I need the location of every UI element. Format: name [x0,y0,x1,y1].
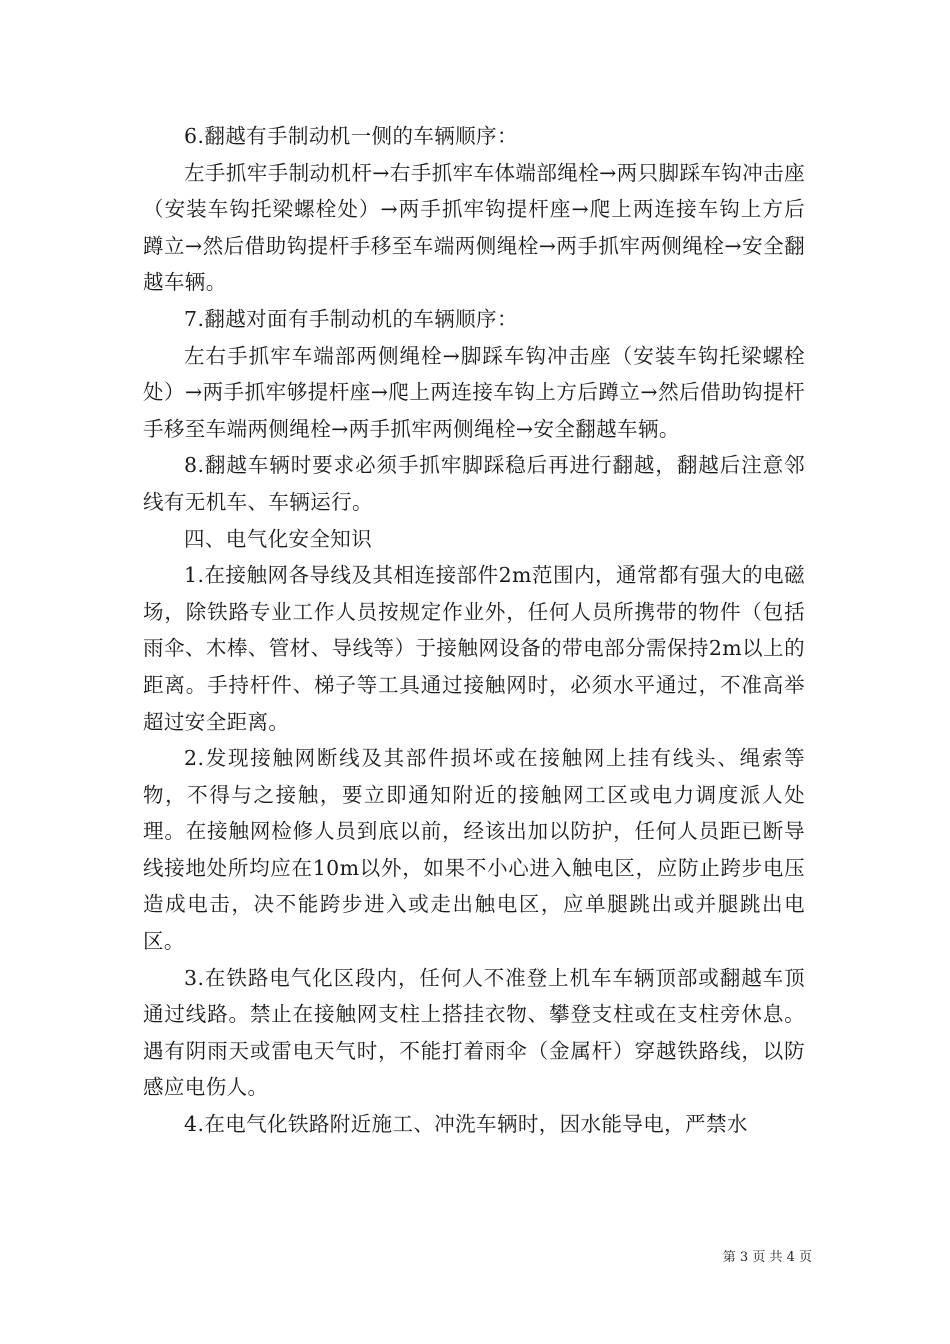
document-body [143,118,805,1143]
electrification-item-2: 2.发现接触网断线及其部件损坏或在接触网上挂有线头、绳索等物，不得与之接触，要立即通知附近的接触网工区或电力调度派人处理。在接触网检修人员到底以前，经该出加以防护，任何人员距已断导线接地处所均应在10m以外，如果不小心进入触电区，应防止跨步电压造成电击，决不能跨步进入或走出触电区，应单腿跳出或并腿跳出电区。 [143,746,805,954]
paragraph-7-steps: 左右手抓牢车端部两侧绳栓→脚踩车钩冲击座（安装车钩托梁螺栓处）→两手抓牢够提杆座→爬上两连接车钩上方后蹲立→然后借助钩提杆手移至车端两侧绳栓→两手抓牢两侧绳栓→安全翻越车辆。 [143,343,805,441]
electrification-item-4: 4.在电气化铁路附近施工、冲洗车辆时，因水能导电，严禁水 [184,1112,748,1137]
paragraph-8: 8.翻越车辆时要求必须手抓牢脚踩稳后再进行翻越，翻越后注意邻线有无机车、车辆运行。 [143,453,805,514]
section-heading-electrification: 四、电气化安全知识 [184,526,373,551]
electrification-item-1: 1.在接触网各导线及其相连接部件2m范围内，通常都有强大的电磁场，除铁路专业工作人员按规定作业外，任何人员所携带的物件（包括雨伞、木棒、管材、导线等）于接触网设备的带电部分需保持2m以上的距离。手持杆件、梯子等工具通过接触网时，必须水平通过，不准高举超过安全距离。 [143,563,805,734]
page-number: 第 3 页 共 4 页 [722,1250,812,1265]
paragraph-6-steps: 左手抓牢手制动机杆→右手抓牢车体端部绳栓→两只脚踩车钩冲击座（安装车钩托梁螺栓处）→两手抓牢钩提杆座→爬上两连接车钩上方后蹲立→然后借助钩提杆手移至车端两侧绳栓→两手抓牢两侧绳栓→安全翻越车辆。 [143,160,805,295]
paragraph-7-heading: 7.翻越对面有手制动机的车辆顺序： [184,306,518,331]
paragraph-6-heading: 6.翻越有手制动机一侧的车辆顺序： [184,124,518,148]
electrification-item-3: 3.在铁路电气化区段内，任何人不准登上机车车辆顶部或翻越车顶通过线路。禁止在接触网支柱上搭挂衣物、攀登支柱或在支柱旁休息。遇有阴雨天或雷电天气时，不能打着雨伞（金属杆）穿越铁路线，以防感应电伤人。 [143,965,805,1100]
